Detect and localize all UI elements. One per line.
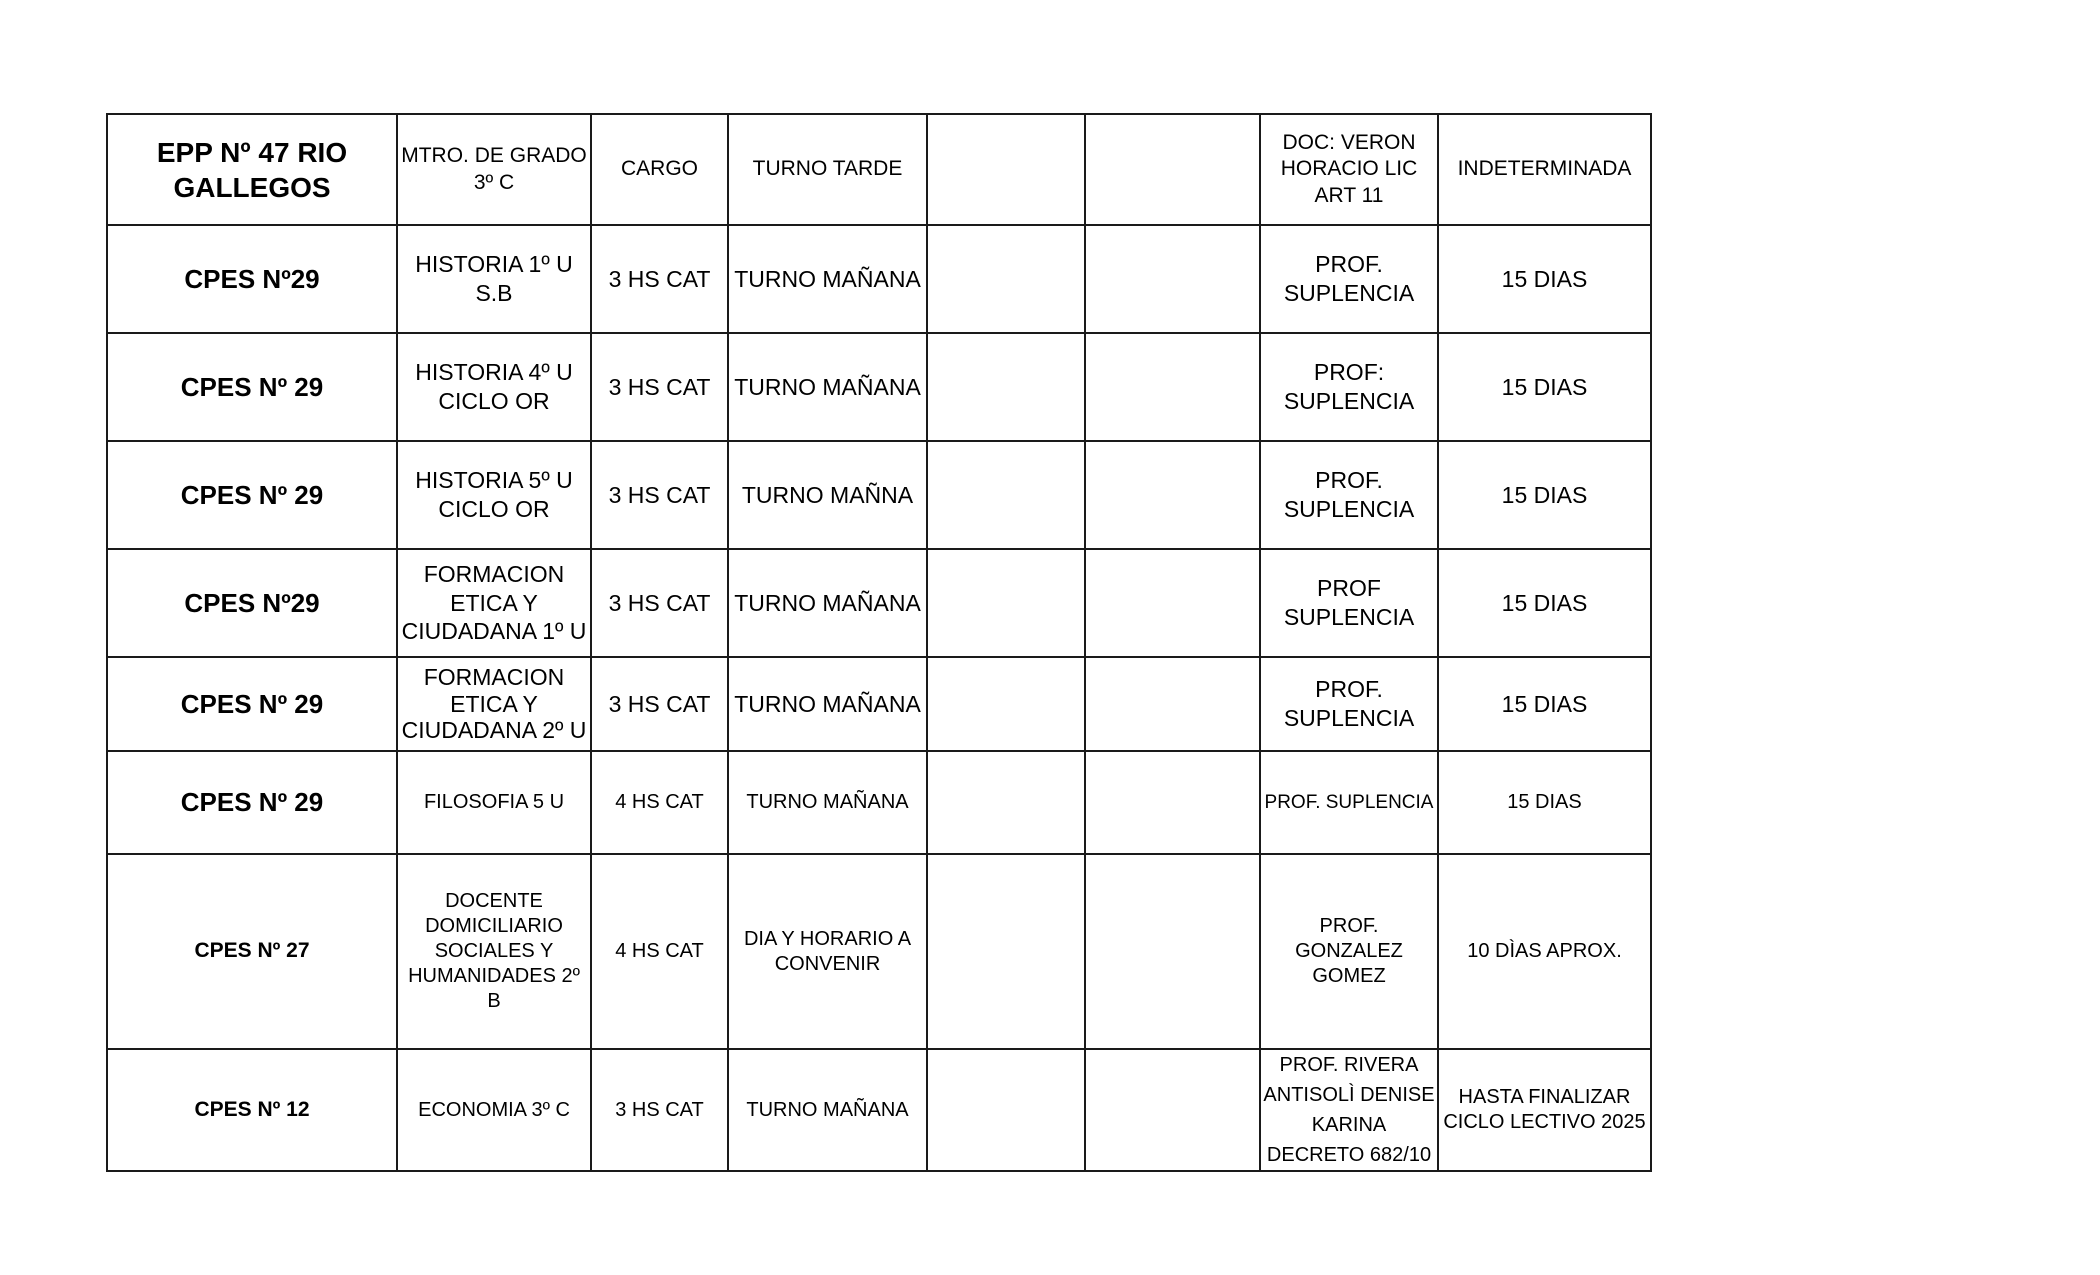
subject-cell: FILOSOFIA 5 U (397, 751, 591, 854)
cause-cell: PROF. SUPLENCIA (1260, 751, 1438, 854)
turno-cell: DIA Y HORARIO A CONVENIR (728, 854, 927, 1049)
cause-cell: PROF. SUPLENCIA (1260, 225, 1438, 333)
empty-cell (1085, 333, 1260, 441)
duration-cell: 15 DIAS (1438, 657, 1651, 751)
school-cell: EPP Nº 47 RIO GALLEGOS (107, 114, 397, 225)
empty-cell (1085, 854, 1260, 1049)
vacancy-table (106, 113, 1652, 1172)
cargo-cell: 3 HS CAT (591, 441, 728, 549)
turno-cell: TURNO MAÑANA (728, 333, 927, 441)
duration-cell: HASTA FINALIZAR CICLO LECTIVO 2025 (1438, 1049, 1651, 1171)
turno-cell: TURNO MAÑANA (728, 657, 927, 751)
turno-cell: TURNO TARDE (728, 114, 927, 225)
subject-cell: HISTORIA 5º U CICLO OR (397, 441, 591, 549)
empty-cell (927, 333, 1085, 441)
cargo-cell: 3 HS CAT (591, 549, 728, 657)
duration-cell: 15 DIAS (1438, 441, 1651, 549)
empty-cell (1085, 751, 1260, 854)
subject-cell: FORMACION ETICA Y CIUDADANA 1º U (397, 549, 591, 657)
empty-cell (1085, 441, 1260, 549)
cause-cell: PROF. GONZALEZ GOMEZ (1260, 854, 1438, 1049)
school-cell: CPES Nº 12 (107, 1049, 397, 1171)
empty-cell (927, 225, 1085, 333)
cargo-cell: 3 HS CAT (591, 333, 728, 441)
empty-cell (1085, 114, 1260, 225)
empty-cell (927, 751, 1085, 854)
table-row (107, 854, 1651, 1049)
cause-cell: PROF SUPLENCIA (1260, 549, 1438, 657)
empty-cell (927, 657, 1085, 751)
empty-cell (1085, 549, 1260, 657)
table-row (107, 441, 1651, 549)
duration-cell: 15 DIAS (1438, 549, 1651, 657)
table-row (107, 549, 1651, 657)
empty-cell (1085, 657, 1260, 751)
duration-cell: 10 DÌAS APROX. (1438, 854, 1651, 1049)
subject-cell: DOCENTE DOMICILIARIO SOCIALES Y HUMANIDADES 2º B (397, 854, 591, 1049)
duration-cell: 15 DIAS (1438, 333, 1651, 441)
subject-cell: FORMACION ETICA Y CIUDADANA 2º U (397, 657, 591, 751)
school-cell: CPES Nº29 (107, 549, 397, 657)
duration-cell: INDETERMINADA (1438, 114, 1651, 225)
subject-cell: HISTORIA 1º U S.B (397, 225, 591, 333)
turno-cell: TURNO MAÑNA (728, 441, 927, 549)
subject-cell: MTRO. DE GRADO 3º C (397, 114, 591, 225)
table-row (107, 225, 1651, 333)
cause-cell: DOC: VERON HORACIO LIC ART 11 (1260, 114, 1438, 225)
turno-cell: TURNO MAÑANA (728, 1049, 927, 1171)
cause-cell: PROF. RIVERA ANTISOLÌ DENISE KARINA DECRETO 682/10 (1260, 1049, 1438, 1171)
cargo-cell: 3 HS CAT (591, 225, 728, 333)
school-cell: CPES Nº 27 (107, 854, 397, 1049)
school-cell: CPES Nº 29 (107, 657, 397, 751)
empty-cell (927, 1049, 1085, 1171)
duration-cell: 15 DIAS (1438, 751, 1651, 854)
cargo-cell: 4 HS CAT (591, 854, 728, 1049)
turno-cell: TURNO MAÑANA (728, 549, 927, 657)
cause-cell: PROF: SUPLENCIA (1260, 333, 1438, 441)
turno-cell: TURNO MAÑANA (728, 751, 927, 854)
empty-cell (927, 441, 1085, 549)
subject-cell: HISTORIA 4º U CICLO OR (397, 333, 591, 441)
table-row (107, 114, 1651, 225)
cargo-cell: 4 HS CAT (591, 751, 728, 854)
empty-cell (1085, 225, 1260, 333)
table-row (107, 1049, 1651, 1171)
empty-cell (927, 854, 1085, 1049)
empty-cell (927, 549, 1085, 657)
subject-cell: ECONOMIA 3º C (397, 1049, 591, 1171)
table-row (107, 751, 1651, 854)
table-row (107, 333, 1651, 441)
cargo-cell: 3 HS CAT (591, 1049, 728, 1171)
turno-cell: TURNO MAÑANA (728, 225, 927, 333)
cause-cell: PROF. SUPLENCIA (1260, 441, 1438, 549)
school-cell: CPES Nº 29 (107, 751, 397, 854)
empty-cell (1085, 1049, 1260, 1171)
table-row (107, 657, 1651, 751)
cargo-cell: CARGO (591, 114, 728, 225)
school-cell: CPES Nº 29 (107, 333, 397, 441)
empty-cell (927, 114, 1085, 225)
cargo-cell: 3 HS CAT (591, 657, 728, 751)
cause-cell: PROF. SUPLENCIA (1260, 657, 1438, 751)
duration-cell: 15 DIAS (1438, 225, 1651, 333)
school-cell: CPES Nº29 (107, 225, 397, 333)
school-cell: CPES Nº 29 (107, 441, 397, 549)
